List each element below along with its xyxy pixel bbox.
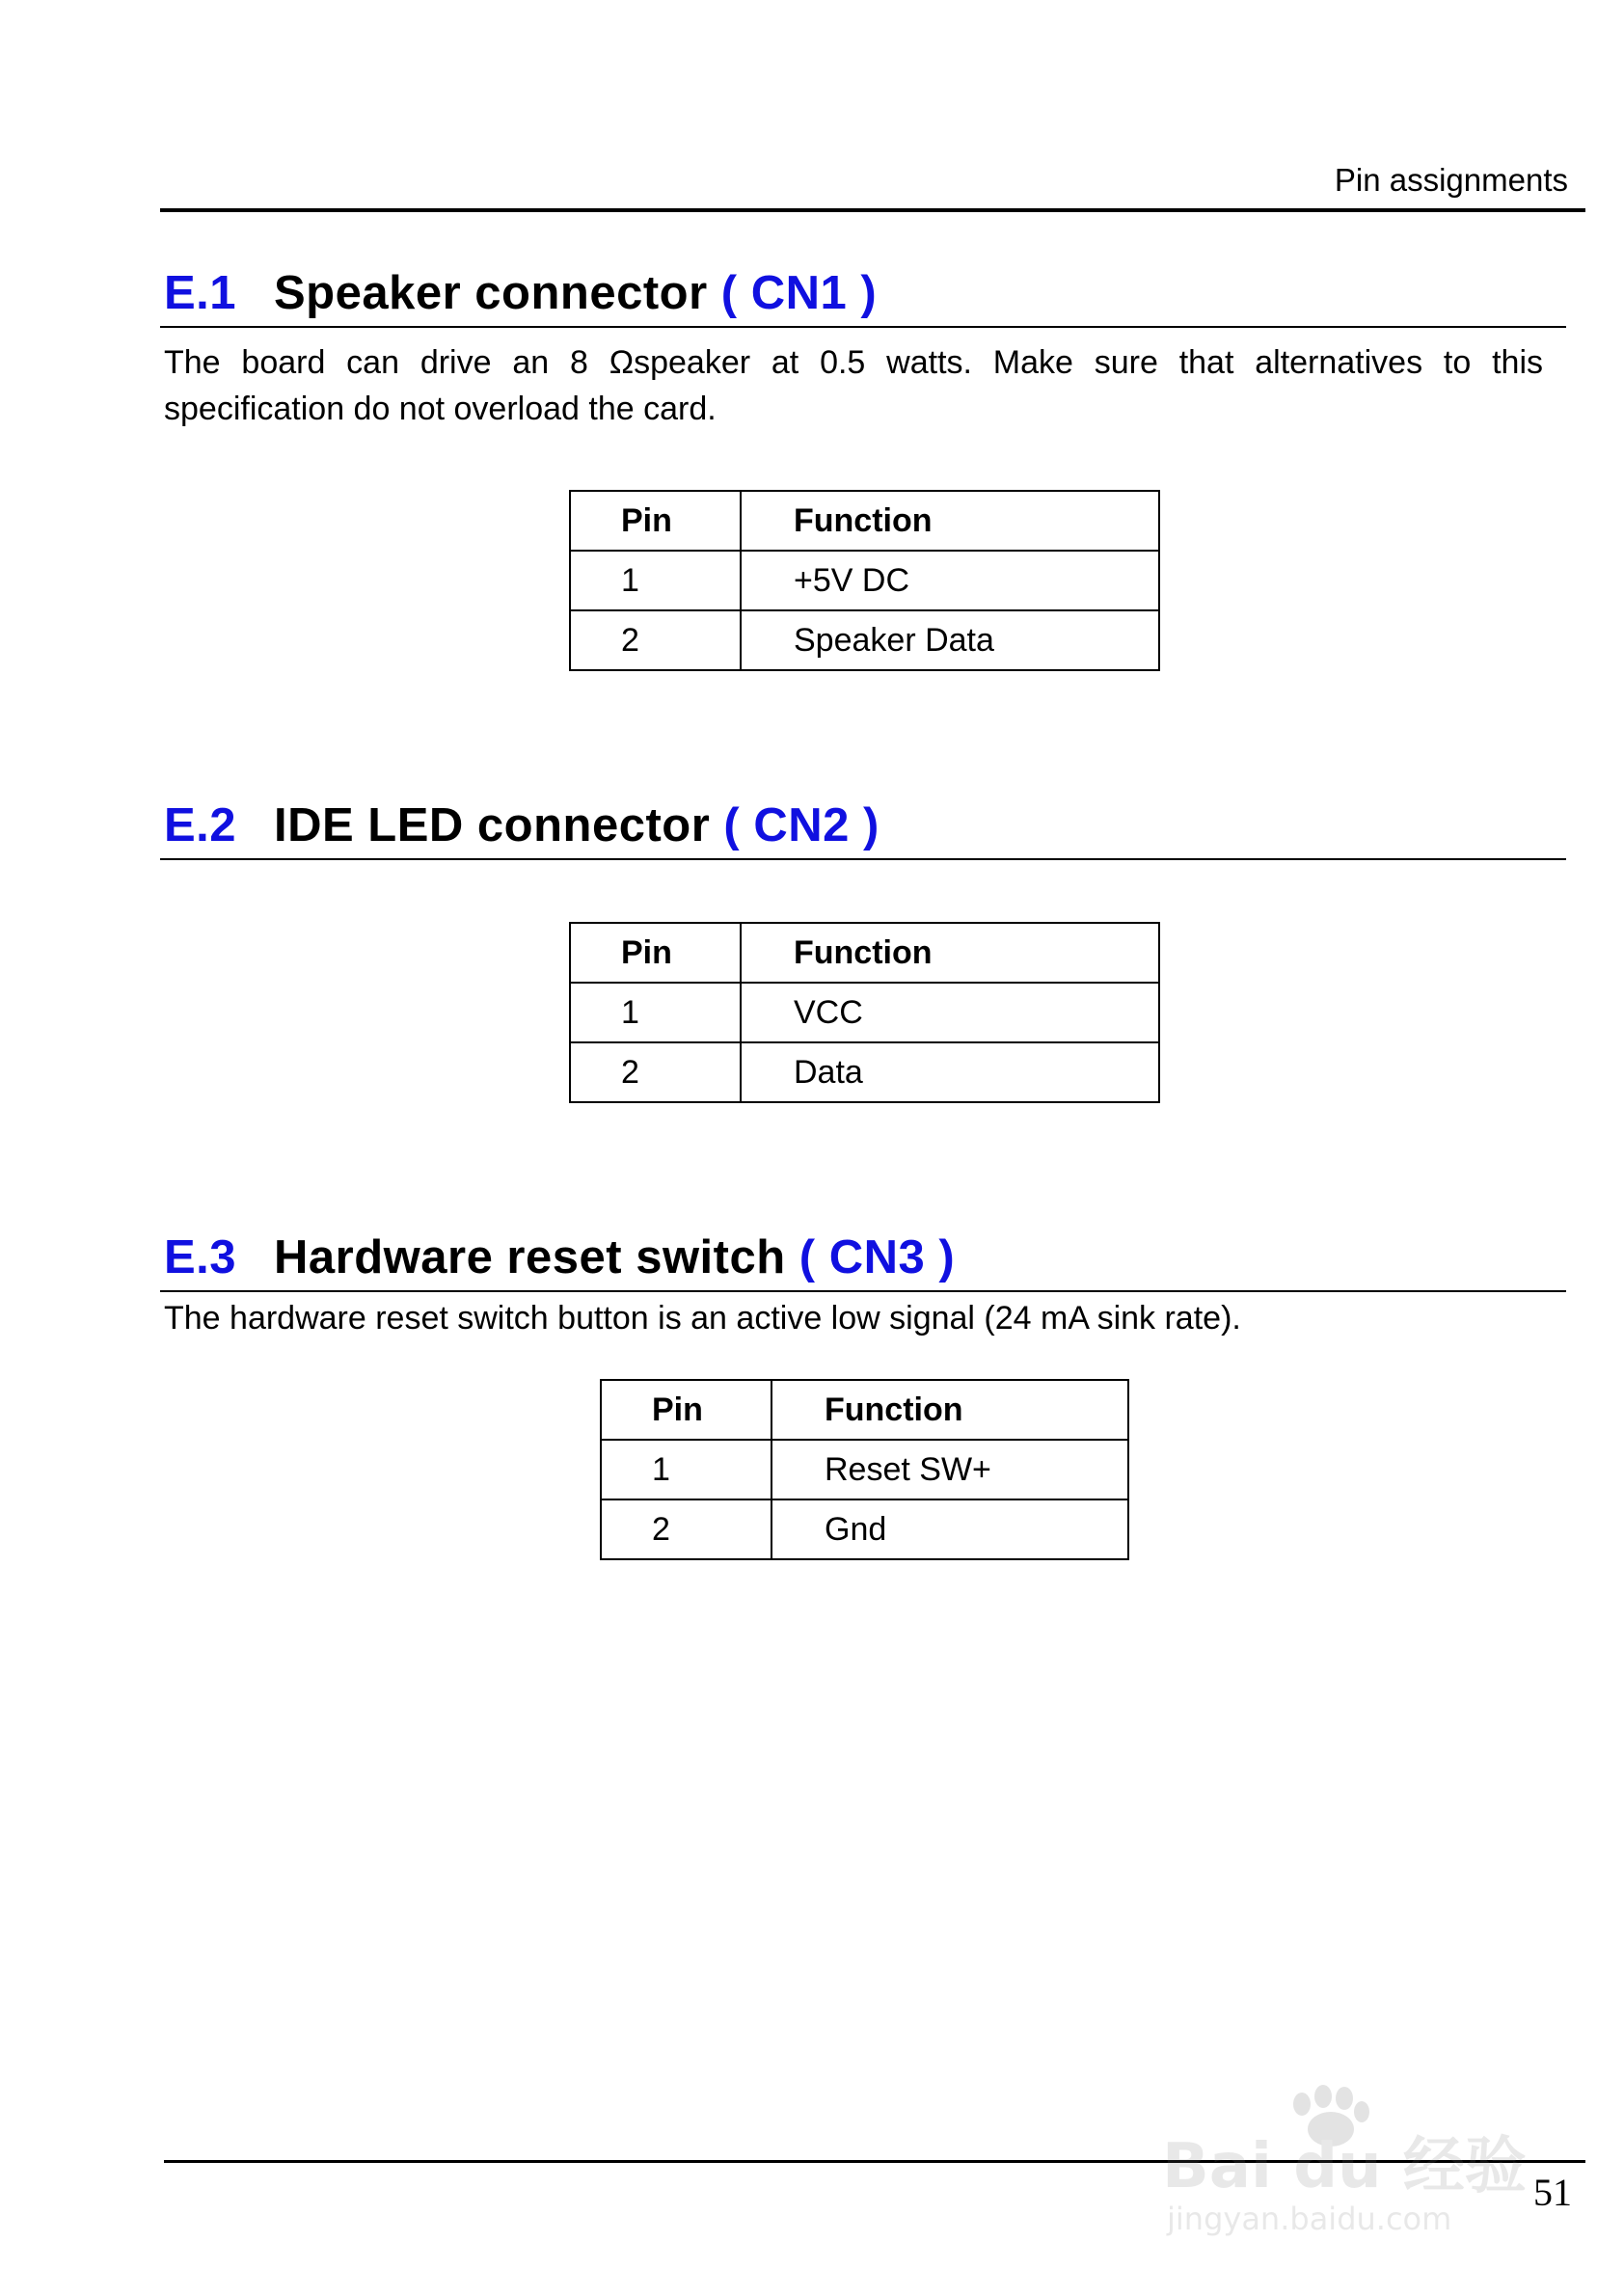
running-header: Pin assignments	[1334, 162, 1568, 198]
table-header-row	[601, 1380, 1128, 1440]
table-cell: Data	[741, 1042, 1159, 1102]
table-row	[570, 610, 1159, 670]
table-row	[570, 1042, 1159, 1102]
table-cell: 1	[570, 551, 741, 610]
table-header-cell: Function	[741, 923, 1159, 983]
table-header-cell: Pin	[570, 923, 741, 983]
table-cell: 2	[601, 1499, 771, 1559]
table-cell: 2	[570, 1042, 741, 1102]
section-number: E.3	[164, 1231, 237, 1283]
connector-label: ( CN2 )	[723, 799, 880, 851]
section-heading: Hardware reset switch	[274, 1231, 786, 1283]
table-cell: 1	[601, 1440, 771, 1499]
table-header-cell: Pin	[601, 1380, 771, 1440]
page-number: 51	[1533, 2171, 1572, 2214]
section-paragraph: The hardware reset switch button is an active low signal (24 mA sink rate).	[164, 1300, 1241, 1337]
pin-table-cn1	[569, 490, 1160, 671]
section-rule	[160, 858, 1566, 860]
table-cell: Gnd	[771, 1499, 1128, 1559]
section-title-e3	[164, 1230, 955, 1284]
table-row	[570, 983, 1159, 1042]
table-cell: +5V DC	[741, 551, 1159, 610]
table-header-cell: Function	[771, 1380, 1128, 1440]
section-rule	[160, 1290, 1566, 1292]
pin-table-cn3	[600, 1379, 1129, 1560]
table-cell: 2	[570, 610, 741, 670]
table-header-cell: Pin	[570, 491, 741, 551]
section-number: E.1	[164, 267, 237, 319]
section-title-e2	[164, 798, 880, 852]
section-heading: Speaker connector	[274, 267, 708, 319]
connector-label: ( CN3 )	[798, 1231, 956, 1283]
section-heading: IDE LED connector	[274, 799, 711, 851]
header-rule	[160, 208, 1585, 212]
pin-table-cn2	[569, 922, 1160, 1103]
section-number: E.2	[164, 799, 237, 851]
table-cell: VCC	[741, 983, 1159, 1042]
watermark-url: jingyan.baidu.com	[1167, 2201, 1452, 2237]
table-row	[570, 551, 1159, 610]
table-row	[601, 1499, 1128, 1559]
table-header-row	[570, 491, 1159, 551]
section-rule	[160, 326, 1566, 328]
table-header-row	[570, 923, 1159, 983]
section-paragraph: The board can drive an 8 Ωspeaker at 0.5 watts. Make sure that alternatives to this specification do not overload the card.	[164, 344, 1543, 427]
table-cell: 1	[570, 983, 741, 1042]
watermark-brand: Bai du 经验	[1162, 2131, 1527, 2202]
table-header-cell: Function	[741, 491, 1159, 551]
table-cell: Speaker Data	[741, 610, 1159, 670]
connector-label: ( CN1 )	[720, 267, 878, 319]
table-row	[601, 1440, 1128, 1499]
baidu-paw-icon	[1157, 2083, 1543, 2237]
table-cell: Reset SW+	[771, 1440, 1128, 1499]
section-title-e1	[164, 266, 877, 320]
